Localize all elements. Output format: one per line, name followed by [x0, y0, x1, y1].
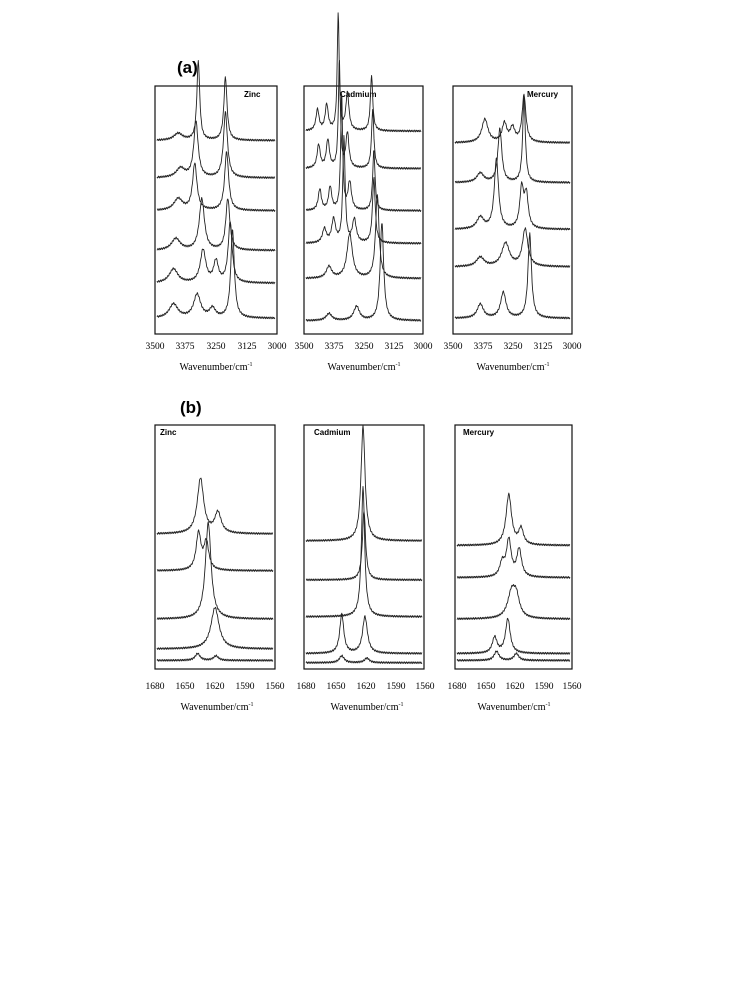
tick-label: 1620	[205, 682, 225, 692]
tick-label: 1680	[145, 682, 165, 692]
spectrum-trace	[455, 158, 570, 230]
spectrum-trace	[306, 136, 421, 245]
panel-b-mercury	[455, 425, 572, 669]
tick-label: 3000	[562, 342, 582, 352]
spectrum-trace	[306, 224, 421, 321]
spectrum-trace	[457, 618, 570, 654]
spectrum-trace	[457, 585, 570, 620]
metal-title: Mercury	[527, 90, 559, 99]
panel-b-label: (b)	[180, 398, 202, 417]
metal-title: Cadmium	[314, 428, 351, 437]
x-axis-label: Wavenumber/$cm^{-1}$	[476, 362, 550, 373]
panel-a-axis-labels	[179, 362, 549, 373]
metal-title: Zinc	[244, 90, 261, 99]
panel-a-tick-labels	[146, 342, 582, 352]
spectrum-trace	[306, 94, 421, 212]
plot-frame	[455, 425, 572, 669]
spectrum-trace	[157, 478, 273, 534]
panel-a-label: (a)	[177, 58, 198, 77]
tick-label: 1650	[175, 682, 195, 692]
panel-b-tick-labels	[146, 682, 582, 692]
spectrum-trace	[157, 530, 273, 572]
tick-label: 3500	[294, 342, 314, 352]
metal-title: Zinc	[160, 428, 177, 437]
tick-label: 3250	[503, 342, 523, 352]
panel-a-zinc	[155, 61, 277, 335]
metal-title: Cadmium	[340, 90, 377, 99]
tick-label: 3375	[324, 342, 344, 352]
plot-frame	[453, 86, 572, 334]
panel-b-zinc	[155, 425, 275, 669]
spectrum-trace	[457, 537, 570, 578]
x-axis-label: Wavenumber/$cm^{-1}$	[327, 362, 401, 373]
spectrum-trace	[455, 94, 570, 143]
spectrum-trace	[306, 13, 421, 132]
spectrum-trace	[306, 195, 421, 279]
tick-label: 1620	[505, 682, 525, 692]
spectrum-trace	[306, 613, 422, 654]
tick-label: 3500	[145, 342, 165, 352]
spectrum-trace	[157, 230, 275, 319]
tick-label: 1680	[296, 682, 316, 692]
tick-label: 3250	[206, 342, 226, 352]
spectrum-trace	[157, 112, 275, 179]
spectrum-trace	[306, 486, 422, 617]
tick-label: 1650	[476, 682, 496, 692]
spectrum-trace	[306, 655, 422, 664]
panel-b-cadmium	[304, 425, 424, 669]
plot-frame	[304, 425, 424, 669]
tick-label: 1590	[534, 682, 554, 692]
spectrum-trace	[157, 61, 275, 142]
tick-label: 3125	[384, 342, 404, 352]
panel-b-axis-labels	[180, 702, 550, 713]
tick-label: 1590	[235, 682, 255, 692]
tick-label: 3125	[237, 342, 257, 352]
spectrum-trace	[157, 152, 275, 212]
tick-label: 3375	[473, 342, 493, 352]
tick-label: 3500	[443, 342, 463, 352]
tick-label: 1680	[447, 682, 467, 692]
panel-a-cadmium	[304, 13, 423, 334]
spectrum-trace	[457, 493, 570, 546]
spectrum-trace	[306, 61, 421, 170]
x-axis-label: Wavenumber/$cm^{-1}$	[477, 702, 551, 713]
tick-label: 1560	[265, 682, 285, 692]
tick-label: 3000	[413, 342, 433, 352]
spectrum-trace	[157, 197, 275, 251]
spectrum-trace	[455, 228, 570, 268]
tick-label: 3250	[354, 342, 374, 352]
spectrum-trace	[157, 222, 275, 284]
x-axis-label: Wavenumber/$cm^{-1}$	[179, 362, 253, 373]
x-axis-label: Wavenumber/$cm^{-1}$	[330, 702, 404, 713]
tick-label: 3375	[175, 342, 195, 352]
x-axis-label: Wavenumber/$cm^{-1}$	[180, 702, 254, 713]
tick-label: 1650	[326, 682, 346, 692]
spectrum-trace	[157, 653, 273, 661]
spectrum-trace	[157, 607, 273, 649]
tick-label: 1560	[562, 682, 582, 692]
tick-label: 3125	[533, 342, 553, 352]
tick-label: 3000	[267, 342, 287, 352]
plot-frame	[155, 425, 275, 669]
tick-label: 1590	[386, 682, 406, 692]
tick-label: 1560	[415, 682, 435, 692]
spectrum-trace	[455, 233, 570, 319]
panel-a-mercury	[453, 86, 572, 334]
tick-label: 1620	[356, 682, 376, 692]
metal-title: Mercury	[463, 428, 495, 437]
